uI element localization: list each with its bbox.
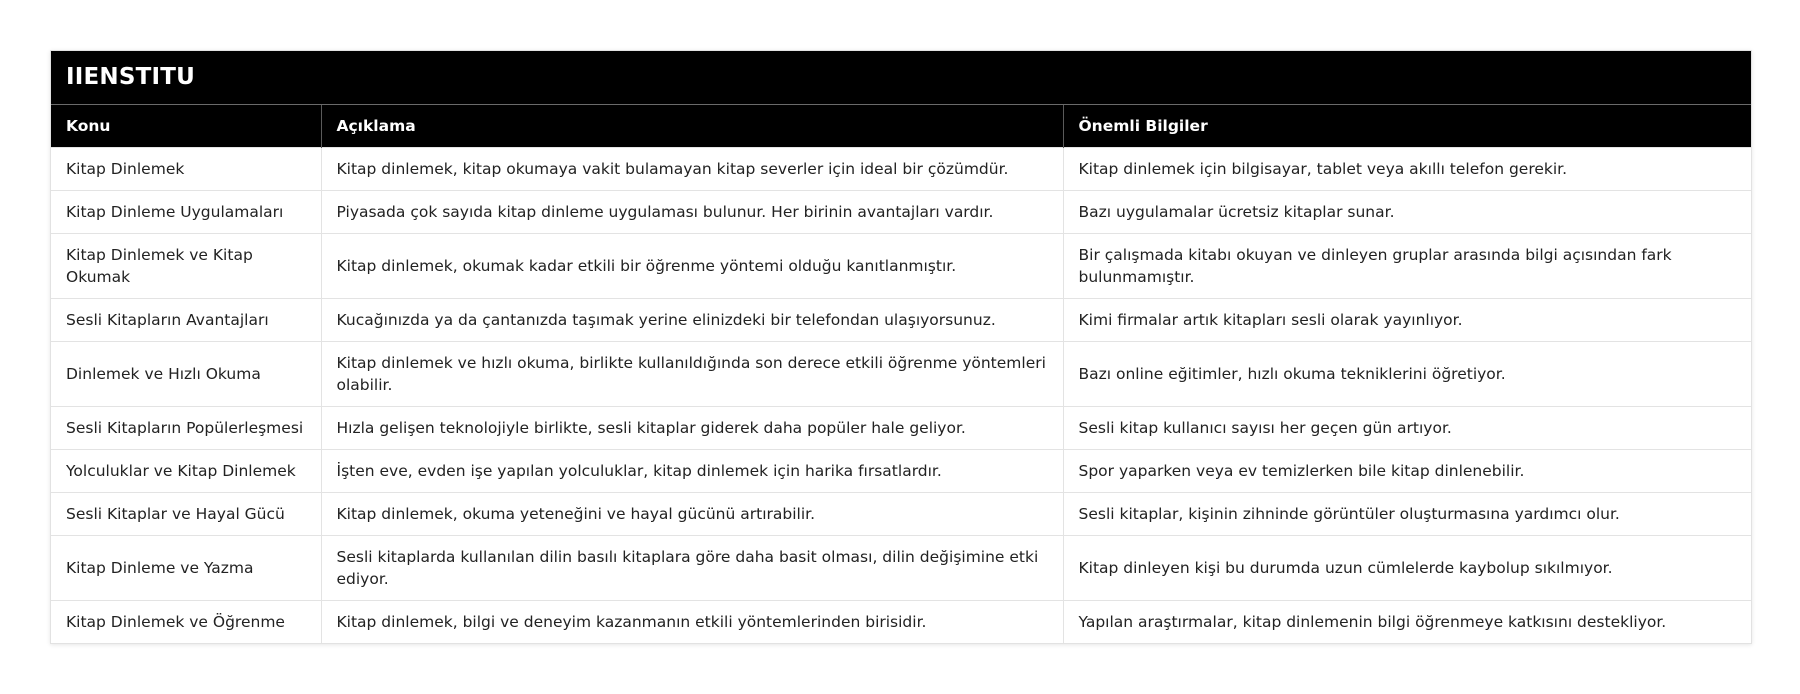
- cell-onemli-bilgiler: Kitap dinleyen kişi bu durumda uzun cümlelerde kaybolup sıkılmıyor.: [1063, 535, 1751, 600]
- table-row: [51, 492, 1751, 535]
- cell-aciklama: Kitap dinlemek, okuma yeteneğini ve hayal gücünü artırabilir.: [321, 492, 1063, 535]
- cell-konu: Kitap Dinlemek: [51, 147, 321, 190]
- cell-onemli-bilgiler: Bazı online eğitimler, hızlı okuma tekniklerini öğretiyor.: [1063, 341, 1751, 406]
- cell-aciklama: İşten eve, evden işe yapılan yolculuklar, kitap dinlemek için harika fırsatlardır.: [321, 449, 1063, 492]
- column-header-konu: Konu: [51, 105, 321, 147]
- cell-onemli-bilgiler: Spor yaparken veya ev temizlerken bile kitap dinlenebilir.: [1063, 449, 1751, 492]
- cell-konu: Kitap Dinlemek ve Öğrenme: [51, 600, 321, 643]
- cell-konu: Kitap Dinlemek ve Kitap Okumak: [51, 233, 321, 298]
- cell-aciklama: Sesli kitaplarda kullanılan dilin basılı kitaplara göre daha basit olması, dilin değişimine etki ediyor.: [321, 535, 1063, 600]
- table-row: [51, 298, 1751, 341]
- cell-onemli-bilgiler: Kitap dinlemek için bilgisayar, tablet veya akıllı telefon gerekir.: [1063, 147, 1751, 190]
- brand-title: IIENSTITU: [51, 51, 1751, 105]
- cell-konu: Kitap Dinleme Uygulamaları: [51, 190, 321, 233]
- cell-onemli-bilgiler: Bazı uygulamalar ücretsiz kitaplar sunar.: [1063, 190, 1751, 233]
- info-table: [51, 105, 1751, 643]
- cell-konu: Kitap Dinleme ve Yazma: [51, 535, 321, 600]
- cell-konu: Dinlemek ve Hızlı Okuma: [51, 341, 321, 406]
- table-row: [51, 406, 1751, 449]
- cell-konu: Sesli Kitaplar ve Hayal Gücü: [51, 492, 321, 535]
- cell-onemli-bilgiler: Bir çalışmada kitabı okuyan ve dinleyen gruplar arasında bilgi açısından fark bulunmamıştır.: [1063, 233, 1751, 298]
- cell-onemli-bilgiler: Sesli kitap kullanıcı sayısı her geçen gün artıyor.: [1063, 406, 1751, 449]
- cell-aciklama: Hızla gelişen teknolojiyle birlikte, sesli kitaplar giderek daha popüler hale geliyor.: [321, 406, 1063, 449]
- table-row: [51, 535, 1751, 600]
- cell-aciklama: Kitap dinlemek, kitap okumaya vakit bulamayan kitap severler için ideal bir çözümdür.: [321, 147, 1063, 190]
- info-table-card: [50, 50, 1752, 644]
- cell-aciklama: Kitap dinlemek, okumak kadar etkili bir öğrenme yöntemi olduğu kanıtlanmıştır.: [321, 233, 1063, 298]
- cell-onemli-bilgiler: Sesli kitaplar, kişinin zihninde görüntüler oluşturmasına yardımcı olur.: [1063, 492, 1751, 535]
- table-row: [51, 233, 1751, 298]
- table-row: [51, 190, 1751, 233]
- column-header-aciklama: Açıklama: [321, 105, 1063, 147]
- table-row: [51, 341, 1751, 406]
- table-row: [51, 449, 1751, 492]
- cell-konu: Yolculuklar ve Kitap Dinlemek: [51, 449, 321, 492]
- column-header-onemli-bilgiler: Önemli Bilgiler: [1078, 116, 1208, 135]
- cell-aciklama: Kitap dinlemek ve hızlı okuma, birlikte kullanıldığında son derece etkili öğrenme yöntemleri olabilir.: [321, 341, 1063, 406]
- cell-aciklama: Piyasada çok sayıda kitap dinleme uygulaması bulunur. Her birinin avantajları vardır.: [321, 190, 1063, 233]
- cell-konu: Sesli Kitapların Popülerleşmesi: [51, 406, 321, 449]
- cell-aciklama: Kucağınızda ya da çantanızda taşımak yerine elinizdeki bir telefondan ulaşıyorsunuz.: [321, 298, 1063, 341]
- table-header-row: [51, 105, 1751, 147]
- cell-onemli-bilgiler: Yapılan araştırmalar, kitap dinlemenin bilgi öğrenmeye katkısını destekliyor.: [1063, 600, 1751, 643]
- table-row: [51, 147, 1751, 190]
- table-row: [51, 600, 1751, 643]
- cell-onemli-bilgiler: Kimi firmalar artık kitapları sesli olarak yayınlıyor.: [1063, 298, 1751, 341]
- cell-konu: Sesli Kitapların Avantajları: [51, 298, 321, 341]
- cell-aciklama: Kitap dinlemek, bilgi ve deneyim kazanmanın etkili yöntemlerinden birisidir.: [321, 600, 1063, 643]
